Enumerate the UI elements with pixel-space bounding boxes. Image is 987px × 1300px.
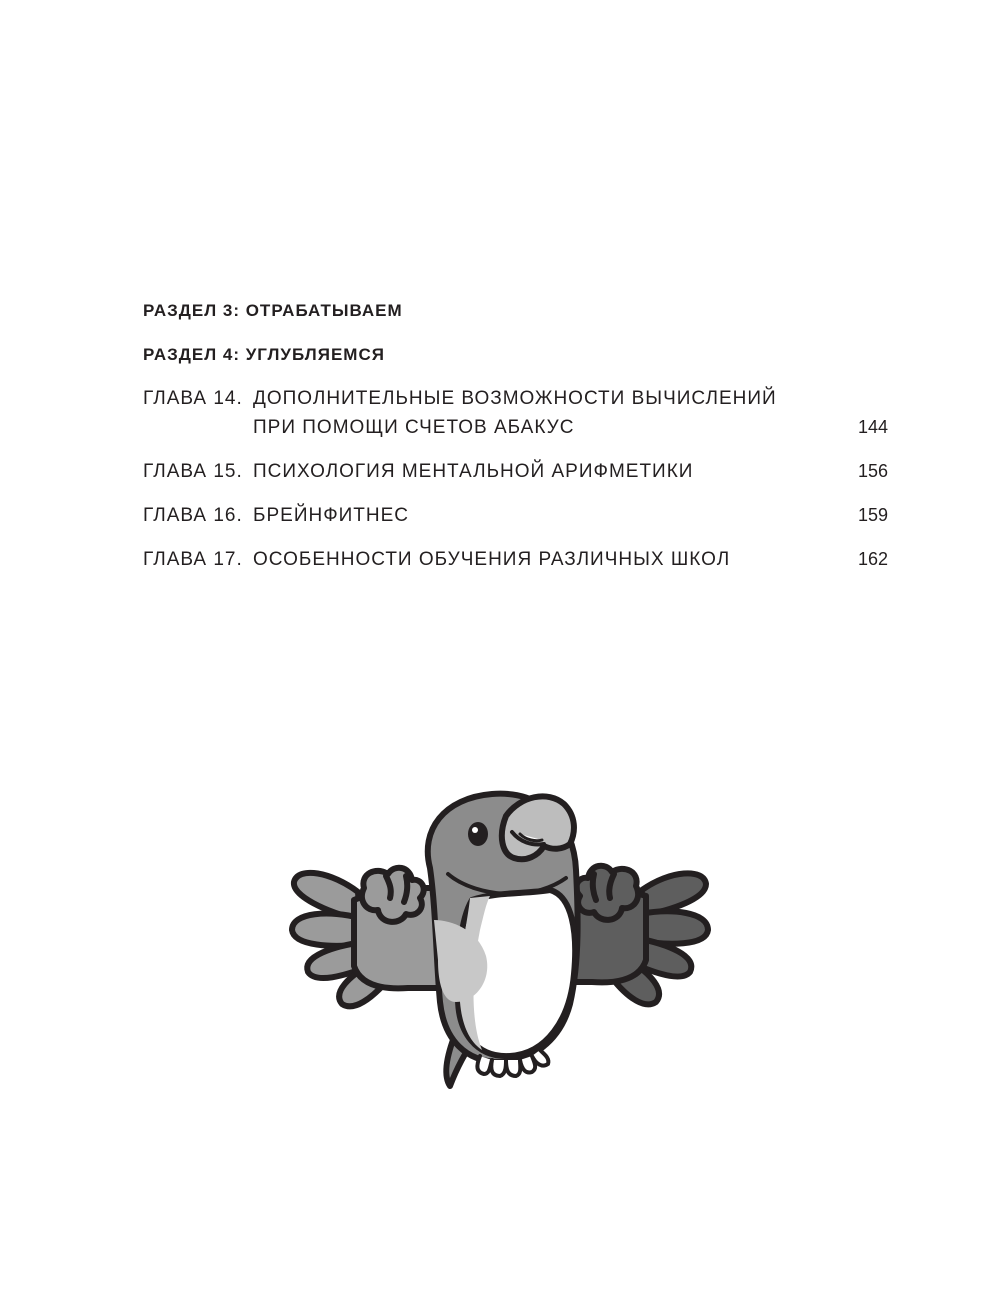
chapter-page-number: 162 bbox=[857, 549, 888, 569]
toc-entry-chapter-14[interactable] bbox=[143, 384, 888, 442]
toc-entry-chapter-15[interactable] bbox=[143, 457, 888, 486]
chapter-page-number: 159 bbox=[857, 505, 888, 525]
chapter-number: ГЛАВА 17. bbox=[143, 549, 243, 570]
toc-entry-chapter-17[interactable] bbox=[143, 545, 888, 574]
toc-entry-chapter-16[interactable] bbox=[143, 501, 888, 530]
section-4-heading: РАЗДЕЛ 4: УГЛУБЛЯЕМСЯ bbox=[143, 345, 385, 364]
chapter-number: ГЛАВА 15. bbox=[143, 461, 243, 482]
chapter-page-number: 144 bbox=[857, 417, 888, 437]
chapter-title: БРЕЙНФИТНЕС bbox=[253, 505, 410, 526]
chapter-title: ОСОБЕННОСТИ ОБУЧЕНИЯ РАЗЛИЧНЫХ ШКОЛ bbox=[253, 549, 731, 570]
chapter-number: ГЛАВА 16. bbox=[143, 505, 243, 526]
section-3-heading: РАЗДЕЛ 3: ОТРАБАТЫВАЕМ bbox=[143, 301, 403, 320]
chapter-title-line-2: ПРИ ПОМОЩИ СЧЕТОВ АБАКУС bbox=[253, 417, 575, 438]
parrot-mascot-icon bbox=[280, 770, 720, 1100]
chapter-title-line-1: ДОПОЛНИТЕЛЬНЫЕ ВОЗМОЖНОСТИ ВЫЧИСЛЕНИЙ bbox=[253, 388, 777, 409]
chapter-page-number: 156 bbox=[857, 461, 888, 481]
chapter-number: ГЛАВА 14. bbox=[143, 388, 243, 409]
chapter-title: ПСИХОЛОГИЯ МЕНТАЛЬНОЙ АРИФМЕТИКИ bbox=[253, 461, 694, 482]
